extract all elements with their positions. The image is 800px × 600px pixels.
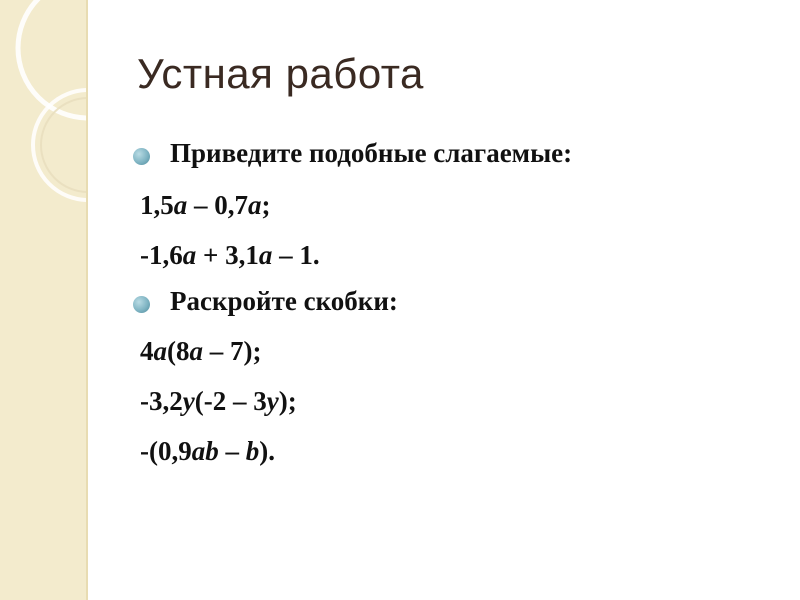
expression-line: -1,6a + 3,1a – 1. xyxy=(140,240,320,270)
variable: a xyxy=(153,336,167,366)
expression-line: 4a(8a – 7); xyxy=(140,336,262,366)
decorative-side-band xyxy=(0,0,88,600)
variable: a xyxy=(173,190,188,220)
section-heading: Раскройте скобки: xyxy=(170,286,398,316)
variable: a xyxy=(189,336,203,366)
bullet-icon xyxy=(133,148,150,165)
expression-line: 1,5a – 0,7a; xyxy=(140,190,271,220)
slide-title: Устная работа xyxy=(137,50,424,97)
variable: a xyxy=(258,240,273,270)
variable: y xyxy=(182,386,195,416)
expression-line: -(0,9ab – b). xyxy=(140,436,275,466)
section-heading: Приведите подобные слагаемые: xyxy=(170,138,573,168)
bullet-icon xyxy=(133,296,150,313)
variable: a xyxy=(248,190,262,220)
variable: y xyxy=(266,386,279,416)
variable: a xyxy=(182,240,197,270)
expression-line: -3,2y(-2 – 3y); xyxy=(140,386,297,416)
decorative-circles xyxy=(0,0,86,600)
variable: ab xyxy=(191,436,219,466)
variable: b xyxy=(245,436,260,466)
